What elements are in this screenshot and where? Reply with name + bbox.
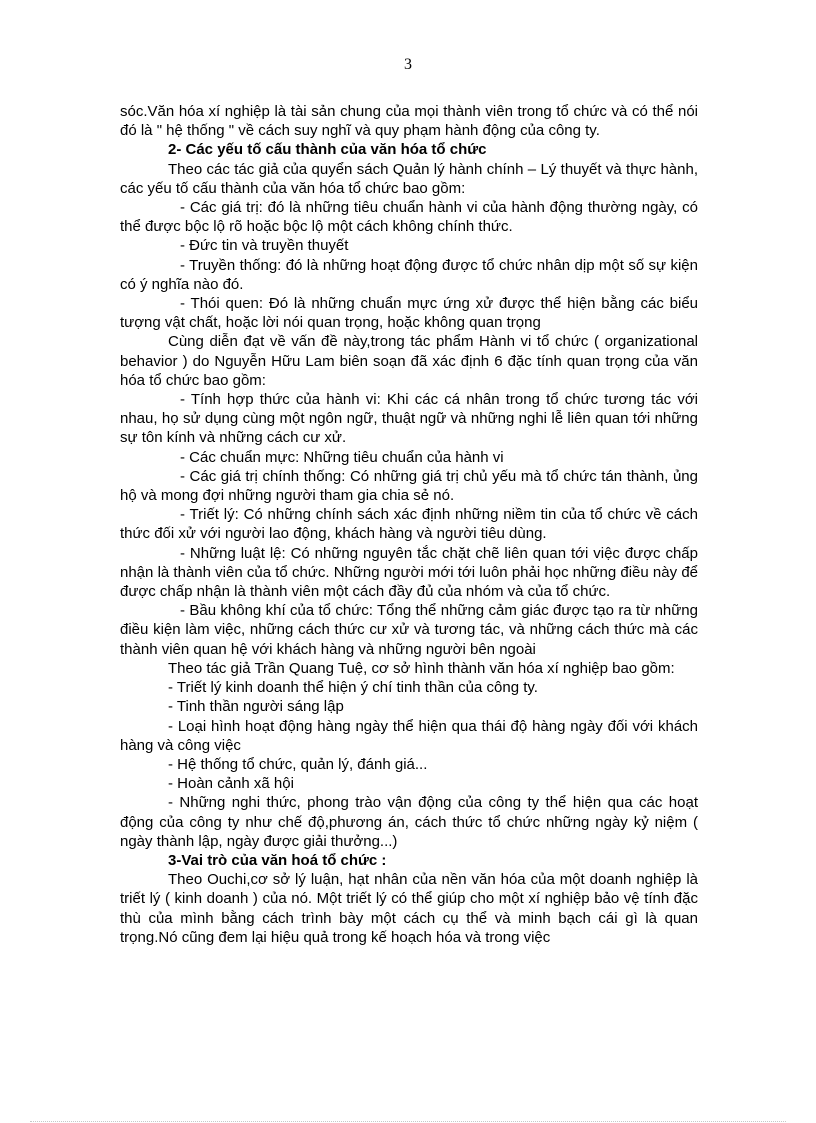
list-item: - Triết lý kinh doanh thể hiện ý chí tinh thần của công ty. [168,679,538,697]
document-body [120,102,698,947]
section-heading-2: 2- Các yếu tố cấu thành của văn hóa tổ chức [168,141,487,159]
list-item: - Hoàn cảnh xã hội [168,775,294,793]
list-item: - Các chuẩn mực: Những tiêu chuẩn của hành vi [180,448,504,466]
list-item: - Các giá trị: đó là những tiêu chuẩn hành vi của hành động thường ngày, có thể được bộc lộ rõ hoặc bộc lộ một cách không chính thức. [120,199,698,236]
paragraph-1: sóc.Văn hóa xí nghiệp là tài sản chung của mọi thành viên trong tổ chức và có thể nói đó là " hệ thống " về cách suy nghĩ và quy phạm hành động của công ty. [120,103,698,140]
page-bottom-border [30,1121,786,1122]
list-item: - Đức tin và truyền thuyết [180,237,349,255]
paragraph-3: Theo các tác giả của quyển sách Quản lý hành chính – Lý thuyết và thực hành, các yếu tố cấu thành của văn hóa tổ chức bao gồm: [120,160,698,197]
paragraph-8: Cùng diễn đạt về vấn đề này,trong tác phẩm Hành vi tổ chức ( organizational behavior ) do Nguyễn Hữu Lam biên soạn đã xác định 6 đặc tính quan trọng của văn hóa tổ chức bao gồm: [120,333,698,389]
list-item: - Loại hình hoạt động hàng ngày thể hiện qua thái độ hàng ngày đối với khách hàng và công việc [120,717,698,754]
list-item: - Thói quen: Đó là những chuẩn mực ứng xử được thể hiện bằng các biểu tượng vật chất, hoặc lời nói quan trọng, hoặc không quan trọng [120,295,698,332]
list-item: - Tính hợp thức của hành vi: Khi các cá nhân trong tổ chức tương tác với nhau, họ sử dụng cùng một ngôn ngữ, thuật ngữ và những nghi lễ liên quan tới những sự tôn kính và những cách cư xử. [120,391,698,447]
list-item: - Bầu không khí của tổ chức: Tổng thể những cảm giác được tạo ra từ những điều kiện làm việc, những cách thức cư xử và tương tác, và những cách thức mà các thành viên quan hệ với khách hàng và những người bên ngoài [120,602,698,658]
paragraph-23: Theo Ouchi,cơ sở lý luận, hạt nhân của nền văn hóa của một doanh nghiệp là triết lý ( kinh doanh ) của nó. Một triết lý có thể giúp cho một xí nghiệp bảo vệ tính đặc thù của mình bằng cách trình bày một cách cụ thể và minh bạch cái gì là quan trọng.Nó cũng đem lại hiệu quả trong kế hoạch hóa và trong việc [120,871,698,946]
list-item: - Các giá trị chính thống: Có những giá trị chủ yếu mà tổ chức tán thành, ủng hộ và mong đợi những người tham gia chia sẻ nó. [120,467,698,505]
list-item: - Tinh thần người sáng lập [168,698,344,716]
list-item: - Triết lý: Có những chính sách xác định những niềm tin của tổ chức về cách thức đối xử với người lao động, khách hàng và người tiêu dùng. [120,506,698,543]
page-number: 3 [404,56,412,73]
section-heading-3: 3-Vai trò của văn hoá tổ chức : [168,851,387,869]
list-item: - Những luật lệ: Có những nguyên tắc chặt chẽ liên quan tới việc được chấp nhận là thành viên của tổ chức. Những người mới tới luôn phải học những điều này để được chấp nhận là thành viên một cách đầy đủ của nhóm và của tổ chức. [120,544,698,601]
list-item: - Hệ thống tổ chức, quản lý, đánh giá... [168,755,428,773]
list-item: - Truyền thống: đó là những hoạt động được tổ chức nhân dịp một số sự kiện có ý nghĩa nào đó. [120,256,698,293]
paragraph-15: Theo tác giả Trần Quang Tuệ, cơ sở hình thành văn hóa xí nghiệp bao gồm: [168,659,675,677]
list-item: - Những nghi thức, phong trào vận động của công ty thể hiện qua các hoạt động của công ty như chế độ,phương án, cách thức tổ chức những ngày kỷ niệm ( ngày thành lập, ngày được giải thưởng...) [120,794,698,850]
